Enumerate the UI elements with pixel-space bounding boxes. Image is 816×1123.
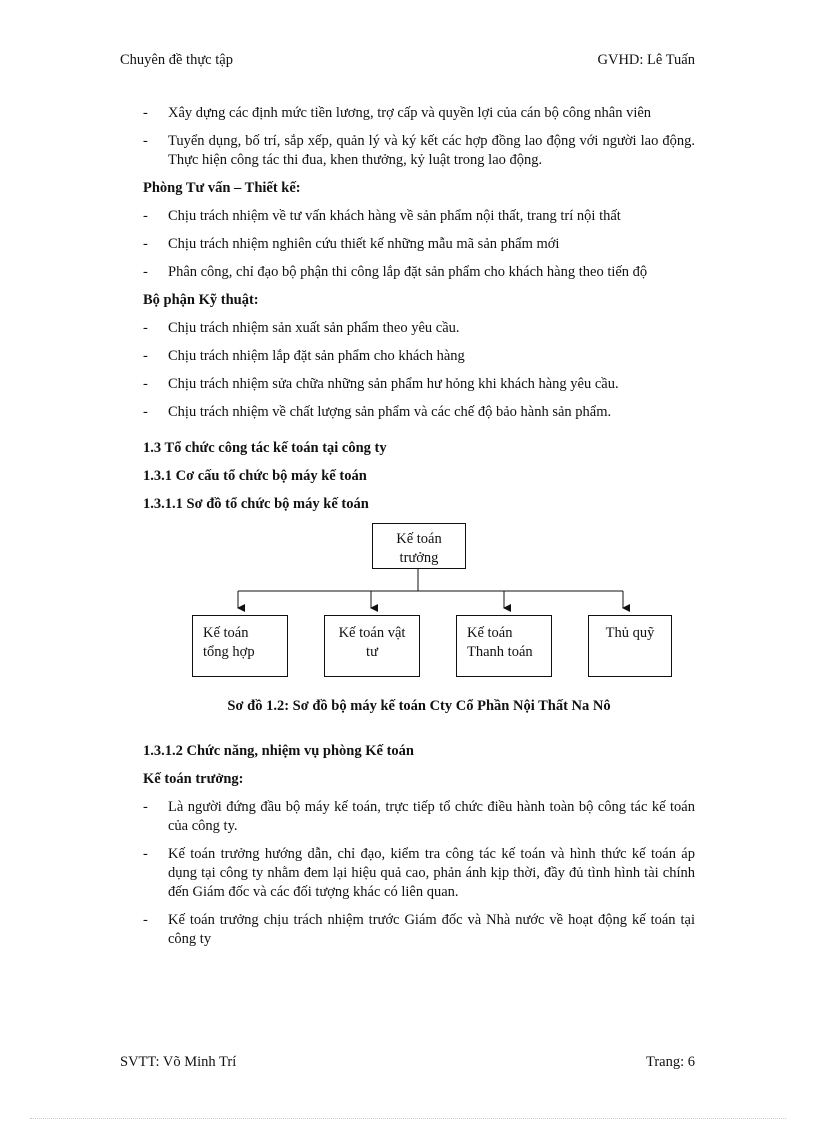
header-right: GVHD: Lê Tuấn — [597, 52, 695, 68]
org-box-payment-accountant — [456, 615, 552, 677]
org-box-label: Thủ quỹ — [605, 625, 655, 641]
org-box-label: trưởng — [399, 550, 439, 566]
org-box-label: tư — [366, 644, 378, 660]
org-box-general-accountant — [192, 615, 288, 677]
list-item: - Chịu trách nhiệm sửa chữa những sản phẩm hư hỏng khi khách hàng yêu cầu. — [143, 375, 695, 394]
org-box-label: tổng hợp — [203, 644, 255, 660]
section-heading-1-3-1: 1.3.1 Cơ cấu tổ chức bộ máy kế toán — [143, 468, 367, 484]
list-item: - Tuyển dụng, bố trí, sắp xếp, quản lý và ký kết các hợp đồng lao động với người lao động. Thực hiện công tác thi đua, khen thưởng, kỷ luật trong lao động. — [143, 132, 695, 170]
document-body — [143, 104, 695, 958]
org-box-chief-accountant — [372, 523, 466, 569]
list-item: - Là người đứng đầu bộ máy kế toán, trực tiếp tổ chức điều hành toàn bộ công tác kế toán của công ty. — [143, 798, 695, 836]
list-item: - Kế toán trưởng chịu trách nhiệm trước Giám đốc và Nhà nước về hoạt động kế toán tại công ty — [143, 911, 695, 949]
figure-caption: Sơ đồ 1.2: Sơ đồ bộ máy kế toán Cty Cổ Phần Nội Thất Na Nô — [227, 698, 611, 714]
list-item: - Kế toán trưởng hướng dẫn, chỉ đạo, kiểm tra công tác kế toán và hình thức kế toán áp dụng tại công ty nhằm đem lại hiệu quả cao, phản ánh kịp thời, đầy đủ tình hình tài chính đến Giám đốc và các đối tượng khác có liên quan. — [143, 845, 695, 902]
org-box-treasurer — [588, 615, 672, 677]
org-chart — [143, 523, 695, 683]
org-box-label: Thanh toán — [467, 644, 533, 660]
list-item: - Chịu trách nhiệm nghiên cứu thiết kế những mẫu mã sản phẩm mới — [143, 235, 695, 254]
org-box-materials-accountant — [324, 615, 420, 677]
advisory-heading: Phòng Tư vấn – Thiết kế: — [143, 180, 301, 196]
page-header — [120, 52, 695, 69]
page-number: Trang: 6 — [645, 1054, 695, 1070]
page-bottom-divider — [30, 1118, 786, 1119]
list-item: - Chịu trách nhiệm sản xuất sản phẩm theo yêu cầu. — [143, 319, 695, 338]
list-item: - Chịu trách nhiệm về chất lượng sản phẩm và các chế độ bảo hành sản phẩm. — [143, 403, 695, 422]
section-heading-1-3-1-2: 1.3.1.2 Chức năng, nhiệm vụ phòng Kế toán — [143, 743, 414, 759]
list-item: - Xây dựng các định mức tiền lương, trợ cấp và quyền lợi của cán bộ công nhân viên — [143, 104, 695, 123]
section-heading-1-3-1-1: 1.3.1.1 Sơ đồ tổ chức bộ máy kế toán — [143, 496, 369, 512]
technical-heading: Bộ phận Kỹ thuật: — [143, 292, 259, 308]
section-heading-1-3: 1.3 Tổ chức công tác kế toán tại công ty — [143, 440, 387, 456]
chief-heading: Kế toán trưởng: — [143, 771, 244, 787]
org-box-label: Kế toán — [467, 625, 513, 641]
page-footer — [120, 1054, 695, 1071]
org-box-label: Kế toán — [203, 625, 249, 641]
org-box-label: Kế toán vật — [338, 625, 406, 641]
list-item: - Phân công, chỉ đạo bộ phận thi công lắp đặt sản phẩm cho khách hàng theo tiến độ — [143, 263, 695, 282]
list-item: - Chịu trách nhiệm về tư vấn khách hàng về sản phẩm nội thất, trang trí nội thất — [143, 207, 695, 226]
header-left: Chuyên đề thực tập — [120, 52, 233, 68]
list-item: - Chịu trách nhiệm lắp đặt sản phẩm cho khách hàng — [143, 347, 695, 366]
org-box-label: Kế toán — [396, 531, 442, 547]
footer-left: SVTT: Võ Minh Trí — [120, 1054, 237, 1070]
